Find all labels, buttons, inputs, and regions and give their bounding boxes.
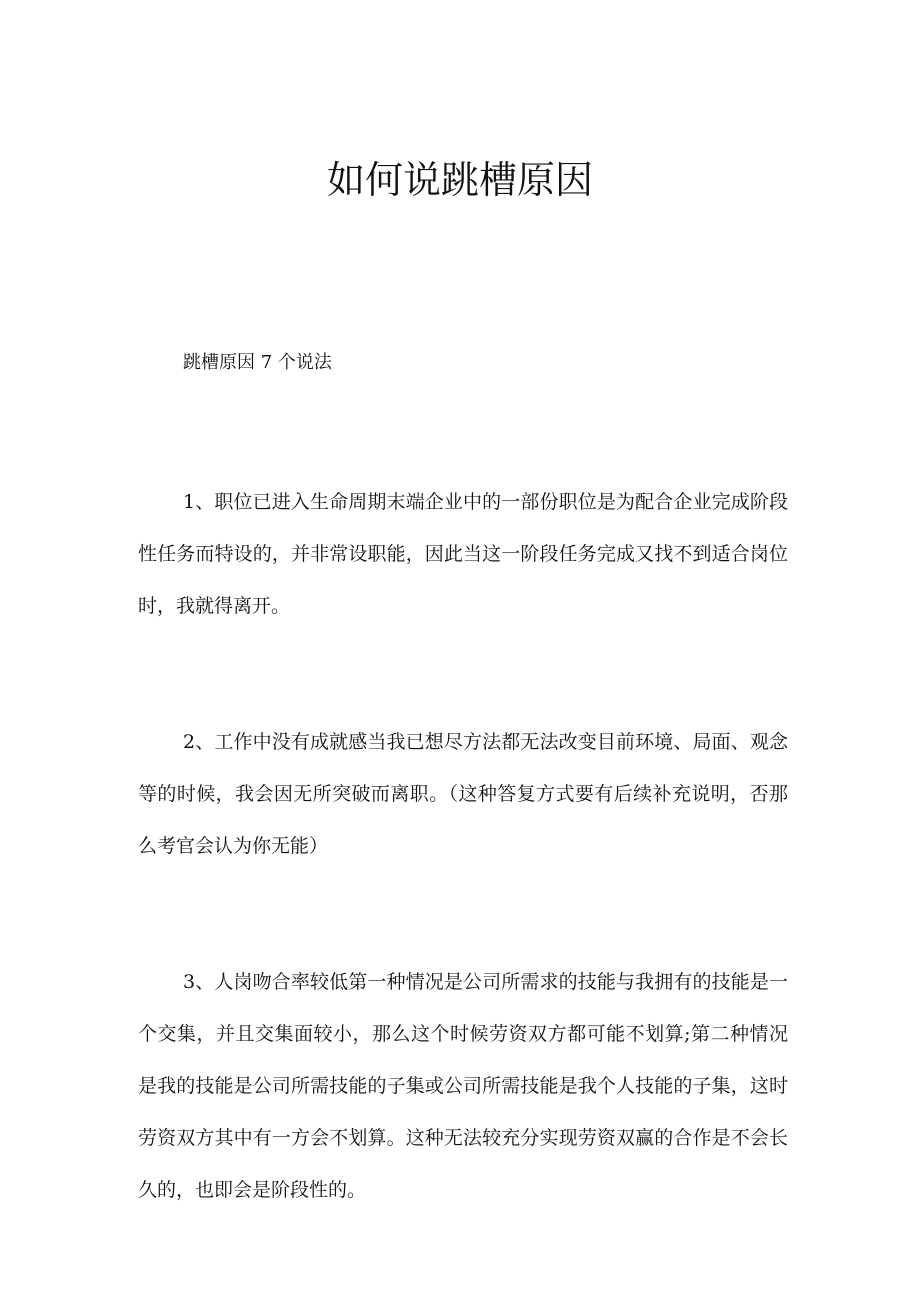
paragraph-2: 2、工作中没有成就感当我已想尽方法都无法改变目前环境、局面、观念等的时候，我会因无所突破而离职。（这种答复方式要有后续补充说明，否那么考官会认为你无能） [138,731,788,857]
document-subtitle: 跳槽原因 7 个说法 [183,352,332,373]
paragraph-3: 3、人岗吻合率较低第一种情况是公司所需求的技能与我拥有的技能是一个交集，并且交集面较小，那么这个时候劳资双方都可能不划算;第二种情况是我的技能是公司所需技能的子集或公司所需技能是我个人技能的子集，这时劳资双方其中有一方会不划算。这种无法较充分实现劳资双赢的合作是不会长久的，也即会是阶段性的。 [138,971,788,1201]
document-title: 如何说跳槽原因 [326,158,593,202]
paragraph-1: 1、职位已进入生命周期末端企业中的一部份职位是为配合企业完成阶段性任务而特设的，并非常设职能，因此当这一阶段任务完成又找不到适合岗位时，我就得离开。 [138,491,788,617]
